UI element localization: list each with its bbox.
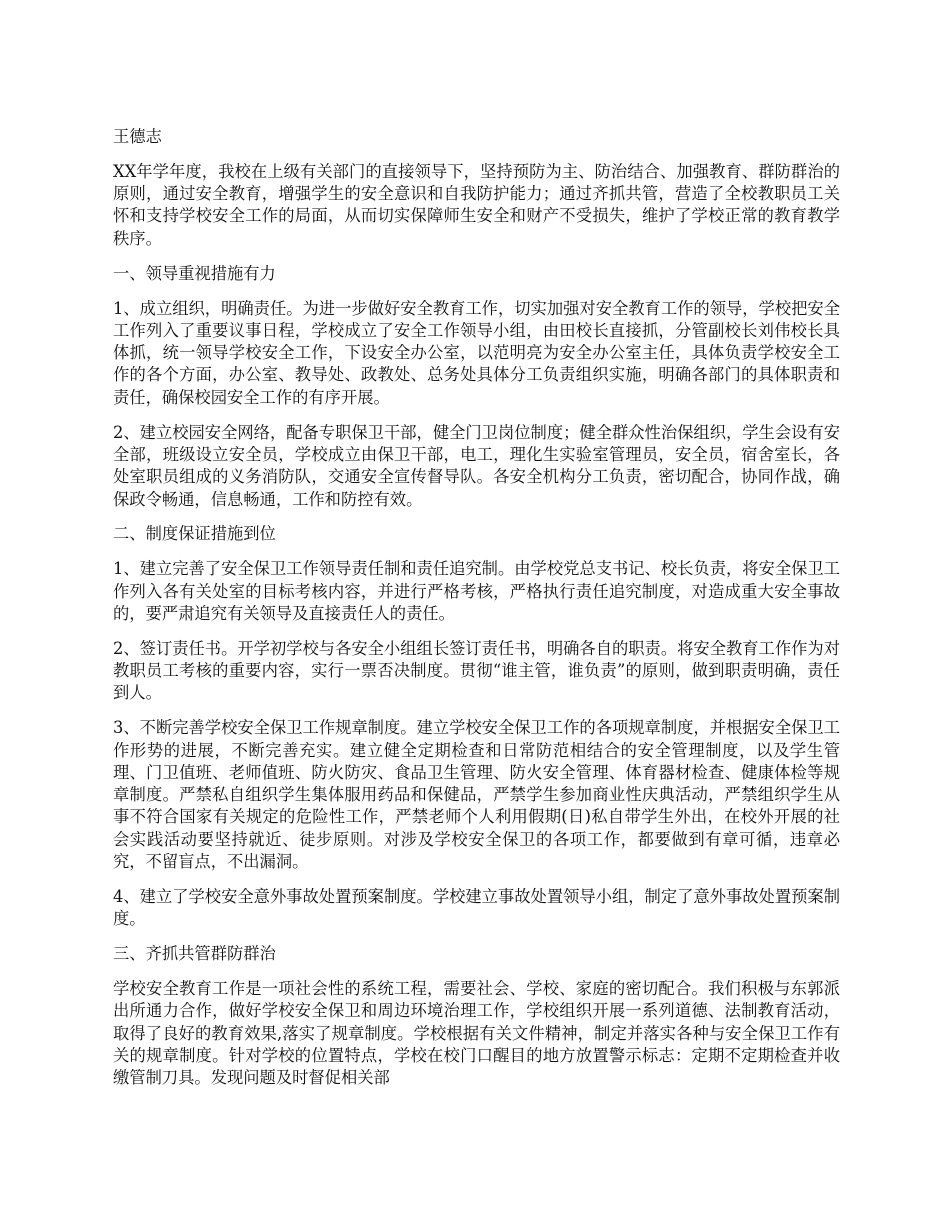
intro-paragraph: XX年学年度，我校在上级有关部门的直接领导下，坚持预防为主、防治结合、加强教育、群防群治的原则，通过安全教育，增强学生的安全意识和自我防护能力；通过齐抓共管，营造了全校教职员工关怀和支持学校安全工作的局面，从而切实保障师生安全和财产不受损失，维护了学校正常的教育教学秩序。 (113, 161, 840, 248)
section-2-item-1: 1、建立完善了安全保卫工作领导责任制和责任追究制。由学校党总支书记、校长负责，将安全保卫工作列入各有关处室的目标考核内容，并进行严格考核，严格执行责任追究制度，对造成重大安全事故的，要严肃追究有关领导及直接责任人的责任。 (113, 559, 840, 623)
section-3-paragraph: 学校安全教育工作是一项社会性的系统工程，需要社会、学校、家庭的密切配合。我们积极与东郭派出所通力合作，做好学校安全保卫和周边环境治理工作，学校组织开展一系列道德、法制教育活动，取得了良好的教育效果,落实了规章制度。学校根据有关文件精神，制定并落实各种与安全保卫工作有关的规章制度。针对学校的位置特点，学校在校门口醒目的地方放置警示标志：定期不定期检查并收缴管制刀具。发现问题及时督促相关部 (113, 979, 840, 1088)
section-heading-1: 一、领导重视措施有力 (113, 263, 276, 283)
section-2-item-3: 3、不断完善学校安全保卫工作规章制度。建立学校安全保卫工作的各项规章制度，并根据安全保卫工作形势的进展，不断完善充实。建立健全定期检查和日常防范相结合的安全管理制度，以及学生管理、门卫值班、老师值班、防火防灾、食品卫生管理、防火安全管理、体育器材检查、健康体检等规章制度。严禁私自组织学生集体服用药品和保健品，严禁学生参加商业性庆典活动，严禁组织学生从事不符合国家有关规定的危险性工作，严禁老师个人利用假期(日)私自带学生外出，在校外开展的社会实践活动要坚持就近、徒步原则。对涉及学校安全保卫的各项工作，都要做到有章可循，违章必究，不留盲点，不出漏洞。 (113, 718, 840, 872)
section-2-item-4: 4、建立了学校安全意外事故处置预案制度。学校建立事故处置领导小组，制定了意外事故处置预案制度。 (113, 886, 840, 929)
section-heading-3: 三、齐抓共管群防群治 (113, 944, 276, 964)
section-2-item-2: 2、签订责任书。开学初学校与各安全小组组长签订责任书，明确各自的职责。将安全教育工作作为对教职员工考核的重要内容，实行一票否决制度。贯彻“谁主管，谁负责”的原则，做到职责明确，责任到人。 (113, 638, 840, 703)
document-page (113, 126, 840, 1102)
section-1-item-1: 1、成立组织，明确责任。为进一步做好安全教育工作，切实加强对安全教育工作的领导，学校把安全工作列入了重要议事日程，学校成立了安全工作领导小组，由田校长直接抓，分管副校长刘伟校长具体抓，统一领导学校安全工作，下设安全办公室，以范明亮为安全办公室主任，具体负责学校安全工作的各个方面，办公室、教导处、政教处、总务处具体分工负责组织实施，明确各部门的具体职责和责任，确保校园安全工作的有序开展。 (113, 298, 840, 407)
section-1-item-2: 2、建立校园安全网络，配备专职保卫干部，健全门卫岗位制度；健全群众性治保组织，学生会设有安全部，班级设立安全员，学校成立由保卫干部，电工，理化生实验室管理员，安全员，宿舍室长，各处室职员组成的义务消防队，交通安全宣传督导队。各安全机构分工负责，密切配合，协同作战，确保政令畅通，信息畅通，工作和防控有效。 (113, 422, 840, 509)
author-name: 王德志 (113, 127, 162, 146)
section-heading-2: 二、制度保证措施到位 (113, 524, 276, 544)
